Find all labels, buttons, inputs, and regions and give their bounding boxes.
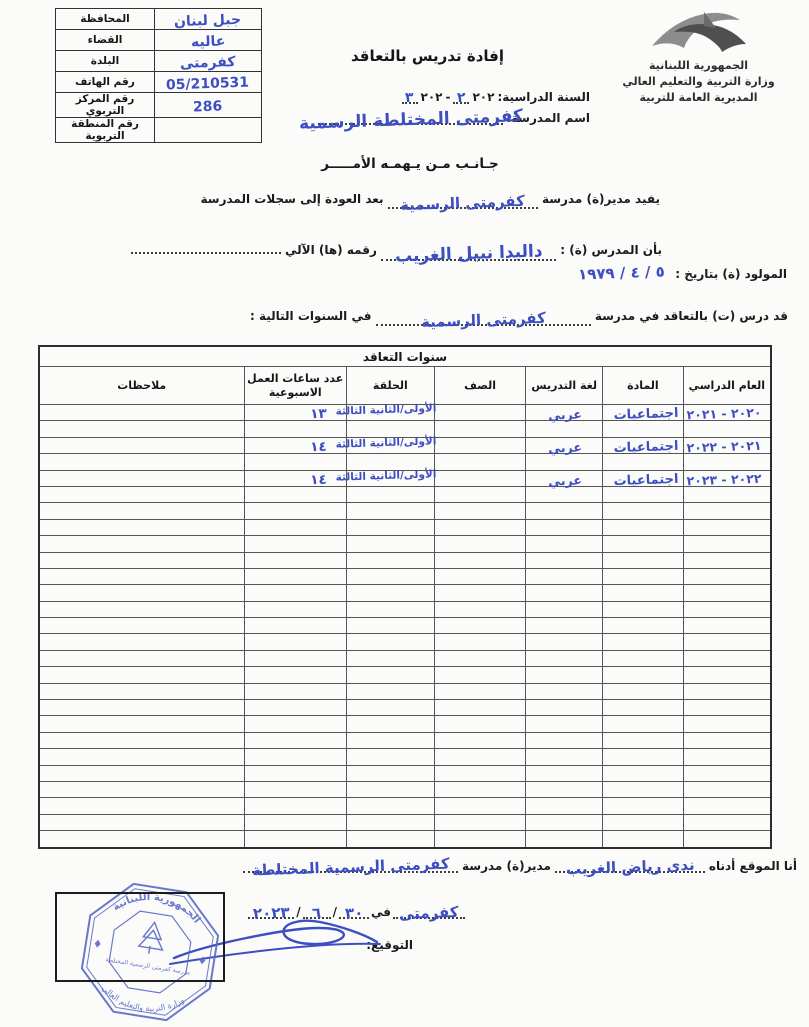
info-row-district bbox=[56, 30, 262, 51]
governorate-label: المحافظة bbox=[56, 9, 155, 30]
table-title-row bbox=[39, 346, 771, 367]
table-row bbox=[39, 814, 771, 830]
birth-date-handwriting: ٥ / ٤ / ١٩٧٩ bbox=[577, 262, 666, 284]
line2-suffix: رقمه (ها) الآلي bbox=[284, 243, 377, 257]
contract-years-table bbox=[38, 345, 772, 849]
table-header-row bbox=[39, 367, 771, 405]
admin-info-table bbox=[55, 8, 262, 143]
government-header bbox=[606, 6, 791, 106]
stamp-top-text: الجمهورية اللبنانية bbox=[110, 891, 203, 926]
salutation-heading: جـانـب مـن يـهمـه الأمـــــر bbox=[321, 156, 499, 172]
school-name-label: اسم المدرسة: bbox=[506, 111, 590, 125]
school-name-line bbox=[298, 106, 590, 134]
table-row bbox=[39, 405, 771, 421]
place-blank bbox=[393, 902, 465, 924]
republic-name: الجمهورية اللبنانية bbox=[648, 59, 749, 72]
body-line-taught-at bbox=[249, 308, 788, 332]
place-handwriting: كفرمتى bbox=[398, 902, 460, 924]
table-row bbox=[39, 503, 771, 519]
school-year-blank-2 bbox=[402, 88, 418, 107]
table-row bbox=[39, 650, 771, 666]
contract-years-table-wrap bbox=[38, 345, 772, 849]
line4-prefix: قد درس (ت) بالتعاقد في مدرسة bbox=[594, 309, 788, 323]
line1-school-blank bbox=[388, 191, 538, 215]
table-row bbox=[39, 798, 771, 814]
governorate-value-handwriting: جبل لبنان bbox=[174, 11, 242, 30]
table-row bbox=[39, 601, 771, 617]
entry3-cycle-handwriting: الأولى/الثانية الثالثة bbox=[335, 468, 437, 484]
table-row bbox=[39, 552, 771, 568]
signature-label: التوقيع: bbox=[366, 938, 413, 952]
school-year-printed-2: ٢٠٢ bbox=[420, 90, 443, 104]
stamp-area-rectangle bbox=[55, 892, 225, 982]
table-row bbox=[39, 732, 771, 748]
body-line-director-states bbox=[200, 191, 660, 215]
directorate-name: المديرية العامة للتربية bbox=[639, 90, 758, 104]
line4-school-handwriting: كفرمتى الرسمية bbox=[420, 308, 546, 332]
table-row bbox=[39, 683, 771, 699]
line4-suffix: في السنوات التالية : bbox=[249, 309, 372, 323]
school-name-handwriting: كفرمتى المختلطة الرسمية bbox=[298, 106, 523, 134]
entry1-subject-handwriting: اجتماعيات bbox=[613, 405, 679, 424]
table-row bbox=[39, 749, 771, 765]
district-value-handwriting: عاليه bbox=[190, 32, 226, 51]
info-row-center-number bbox=[56, 93, 262, 118]
entry3-subject-handwriting: اجتماعيات bbox=[613, 471, 679, 490]
col-teaching-language: لغة التدريس bbox=[526, 367, 603, 405]
entry2-subject-handwriting: اجتماعيات bbox=[613, 438, 679, 457]
table-row bbox=[39, 437, 771, 453]
col-class: الصف bbox=[434, 367, 526, 405]
entry1-language-handwriting: عربي bbox=[547, 406, 583, 423]
school-year-printed-1: ٢٠٢ bbox=[472, 90, 495, 104]
date-year-handwriting: ٢٠٢٣ bbox=[252, 903, 290, 923]
declaration-school-handwriting: كفرمتى الرسمية المختلطة bbox=[251, 854, 450, 880]
entry1-year-handwriting: ٢٠٢٠ - ٢٠٢١ bbox=[686, 404, 762, 423]
declaration-prefix: أنا الموقع أدناه bbox=[708, 859, 797, 873]
info-row-phone bbox=[56, 72, 262, 93]
center-number-label: رقم المركز التربوي bbox=[56, 93, 155, 118]
teacher-name-handwriting: داليدا نبيل الغريب bbox=[394, 241, 543, 267]
in-word: في bbox=[371, 905, 391, 919]
school-year-line bbox=[402, 88, 590, 107]
table-row bbox=[39, 716, 771, 732]
entry1-cycle-handwriting: الأولى/الثانية الثالثة bbox=[335, 402, 437, 418]
entry2-hours-handwriting: ١٤ bbox=[309, 438, 328, 456]
auto-number-blank bbox=[131, 237, 281, 254]
line1-prefix: يفيد مدير(ة) مدرسة bbox=[541, 192, 660, 206]
entry3-year-handwriting: ٢٠٢٢ - ٢٠٢٣ bbox=[686, 470, 762, 489]
table-row bbox=[39, 470, 771, 486]
town-value-handwriting: كفرمتى bbox=[179, 53, 236, 72]
school-year-label: السنة الدراسية: bbox=[497, 90, 590, 104]
ministry-name: وزارة التربية والتعليم العالي bbox=[622, 74, 775, 88]
table-row bbox=[39, 536, 771, 552]
phone-value-handwriting: 05/210531 bbox=[166, 74, 250, 93]
table-row bbox=[39, 667, 771, 683]
table-row bbox=[39, 765, 771, 781]
date-day-handwriting: ٣٠ bbox=[344, 903, 364, 923]
contract-table-body bbox=[39, 405, 771, 848]
entry3-hours-handwriting: ١٤ bbox=[309, 471, 328, 489]
entry2-cycle-handwriting: الأولى/الثانية الثالثة bbox=[335, 435, 437, 451]
school-year-blank-1 bbox=[453, 88, 469, 107]
line1-school-handwriting: كفرمتى الرسمية bbox=[400, 191, 526, 215]
director-name-handwriting: ندى رياض الغريب bbox=[565, 855, 695, 879]
line3-prefix: المولود (ة) بتاريخ : bbox=[675, 267, 787, 281]
stamp-bottom-text: وزارة التربية والتعليم العالي bbox=[100, 983, 186, 1014]
school-name-blank bbox=[298, 106, 523, 134]
declaration-line bbox=[243, 854, 797, 880]
center-number-value-handwriting: 286 bbox=[193, 97, 223, 116]
table-row bbox=[39, 831, 771, 848]
line1-suffix: بعد العودة إلى سجلات المدرسة bbox=[200, 192, 384, 206]
table-row bbox=[39, 585, 771, 601]
info-row-region-number bbox=[56, 118, 262, 143]
line2-prefix: بأن المدرس (ة) : bbox=[560, 243, 662, 257]
body-line-teacher-name bbox=[131, 237, 662, 267]
body-line-birth-date bbox=[578, 264, 787, 282]
table-row bbox=[39, 618, 771, 634]
entry2-language-handwriting: عربي bbox=[547, 439, 583, 456]
declaration-middle: مدير(ة) مدرسة bbox=[461, 859, 551, 873]
table-row bbox=[39, 454, 771, 470]
col-cycle: الحلقة bbox=[346, 367, 434, 405]
date-slash-1: / bbox=[332, 905, 337, 919]
school-year-digit-2-handwriting: ٣ bbox=[404, 89, 415, 107]
table-title: سنوات التعاقد bbox=[39, 346, 771, 367]
district-label: القضاء bbox=[56, 30, 155, 51]
table-row bbox=[39, 634, 771, 650]
col-notes: ملاحظات bbox=[39, 367, 244, 405]
table-row bbox=[39, 781, 771, 797]
document-title: إفادة تدريس بالتعاقد bbox=[351, 47, 504, 65]
town-label: البلدة bbox=[56, 51, 155, 72]
ministry-book-logo-icon bbox=[644, 6, 754, 58]
entry2-year-handwriting: ٢٠٢١ - ٢٠٢٢ bbox=[686, 437, 762, 456]
entry3-language-handwriting: عربي bbox=[547, 472, 583, 489]
table-row bbox=[39, 519, 771, 535]
col-weekly-hours: عدد ساعات العمل الاسبوعية bbox=[244, 367, 346, 405]
table-row bbox=[39, 568, 771, 584]
date-month-handwriting: ٦ bbox=[311, 903, 322, 923]
info-row-town bbox=[56, 51, 262, 72]
table-row bbox=[39, 421, 771, 437]
director-name-blank bbox=[555, 855, 705, 879]
phone-label: رقم الهاتف bbox=[56, 72, 155, 93]
col-school-year: العام الدراسي bbox=[683, 367, 771, 405]
date-slash-2: / bbox=[296, 905, 301, 919]
info-row-governorate bbox=[56, 9, 262, 30]
declaration-school-blank bbox=[243, 854, 458, 880]
col-subject: المادة bbox=[603, 367, 684, 405]
line4-school-blank bbox=[376, 308, 591, 332]
teacher-name-blank bbox=[381, 241, 556, 267]
table-row bbox=[39, 486, 771, 502]
school-year-dash: - bbox=[445, 90, 451, 104]
table-row bbox=[39, 700, 771, 716]
school-year-digit-1-handwriting: ٢ bbox=[456, 89, 467, 107]
region-number-label: رقم المنطقة التربوية bbox=[56, 118, 155, 143]
stamp-inner-text: مدرسة كفرمتى الرسمية المختلطة bbox=[104, 956, 191, 977]
entry1-hours-handwriting: ١٣ bbox=[309, 405, 328, 423]
